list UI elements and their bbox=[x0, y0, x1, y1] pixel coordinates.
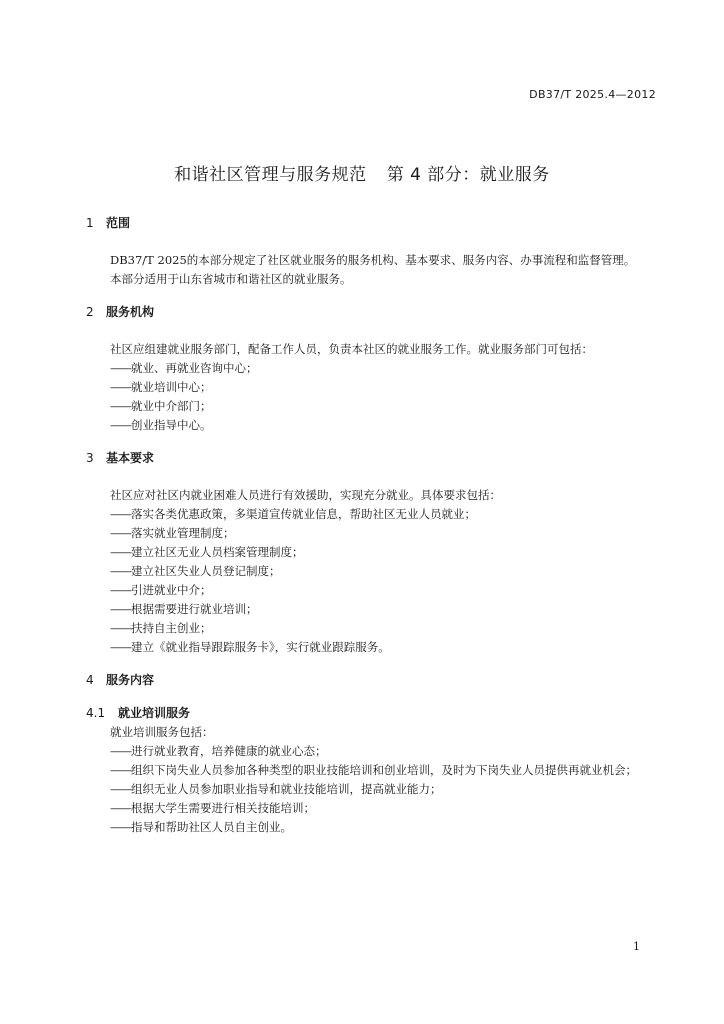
section-heading bbox=[86, 671, 658, 690]
list-item: ——落实各类优惠政策，多渠道宣传就业信息，帮助社区无业人员就业； bbox=[110, 507, 476, 521]
section-number: 1 bbox=[86, 216, 94, 230]
list-item: ——建立社区无业人员档案管理制度； bbox=[110, 545, 304, 559]
paragraph: 社区应对社区内就业困难人员进行有效援助，实现充分就业。具体要求包括： bbox=[110, 488, 501, 502]
title-main: 和谐社区管理与服务规范 bbox=[174, 165, 367, 185]
section-number: 2 bbox=[86, 305, 94, 319]
list-item: ——组织无业人员参加职业指导和就业技能培训，提高就业能力； bbox=[110, 782, 442, 796]
list-item: ——建立社区失业人员登记制度； bbox=[110, 564, 281, 578]
section-title: 服务机构 bbox=[106, 305, 155, 319]
section-number: 4 bbox=[86, 673, 94, 687]
list bbox=[86, 359, 658, 435]
document-title bbox=[0, 160, 724, 185]
paragraph: 本部分适用于山东省城市和谐社区的就业服务。 bbox=[110, 272, 352, 286]
list-item: ——引进就业中介； bbox=[110, 583, 212, 597]
section-service-org bbox=[86, 303, 658, 435]
document-body bbox=[86, 214, 658, 851]
section-title: 范围 bbox=[106, 216, 131, 230]
section-basic-requirements bbox=[86, 449, 658, 657]
list-item: ——扶持自主创业； bbox=[110, 621, 212, 635]
section-heading bbox=[86, 449, 658, 468]
section-number: 4.1 bbox=[86, 706, 106, 720]
section-heading bbox=[86, 214, 658, 233]
subsection-heading bbox=[86, 704, 658, 723]
section-heading bbox=[86, 303, 658, 322]
list-item: ——落实就业管理制度； bbox=[110, 526, 235, 540]
section-service-content bbox=[86, 671, 658, 690]
paragraph: 就业培训服务包括： bbox=[110, 725, 214, 739]
list-item: ——根据大学生需要进行相关技能培训； bbox=[110, 801, 315, 815]
list-item: ——创业指导中心。 bbox=[110, 418, 212, 432]
list-item: ——组织下岗失业人员参加各种类型的职业技能培训和创业培训，及时为下岗失业人员提供再就业机会； bbox=[110, 763, 637, 777]
title-part: 第 4 部分：就业服务 bbox=[386, 165, 550, 185]
section-title: 服务内容 bbox=[106, 673, 155, 687]
section-number: 3 bbox=[86, 451, 94, 465]
list-item: ——根据需要进行就业培训； bbox=[110, 602, 258, 616]
list-item: ——就业中介部门； bbox=[110, 399, 212, 413]
list-item: ——指导和帮助社区人员自主创业。 bbox=[110, 820, 292, 834]
section-title: 基本要求 bbox=[106, 451, 155, 465]
list bbox=[86, 505, 658, 657]
page-number: 1 bbox=[633, 940, 640, 953]
list-item: ——就业、再就业咨询中心； bbox=[110, 361, 258, 375]
header-code: DB37/T 2025.4—2012 bbox=[529, 88, 656, 101]
list bbox=[86, 742, 658, 837]
paragraph: 社区应组建就业服务部门，配备工作人员，负责本社区的就业服务工作。就业服务部门可包括： bbox=[110, 342, 593, 356]
section-title: 就业培训服务 bbox=[118, 706, 191, 720]
paragraph: DB37/T 2025的本部分规定了社区就业服务的服务机构、基本要求、服务内容、办事流程和监督管理。 bbox=[110, 253, 636, 267]
list-item: ——进行就业教育，培养健康的就业心态； bbox=[110, 744, 327, 758]
list-item: ——建立《就业指导跟踪服务卡》，实行就业跟踪服务。 bbox=[110, 640, 390, 654]
section-training-service bbox=[86, 704, 658, 837]
section-scope bbox=[86, 214, 658, 289]
list-item: ——就业培训中心； bbox=[110, 380, 212, 394]
